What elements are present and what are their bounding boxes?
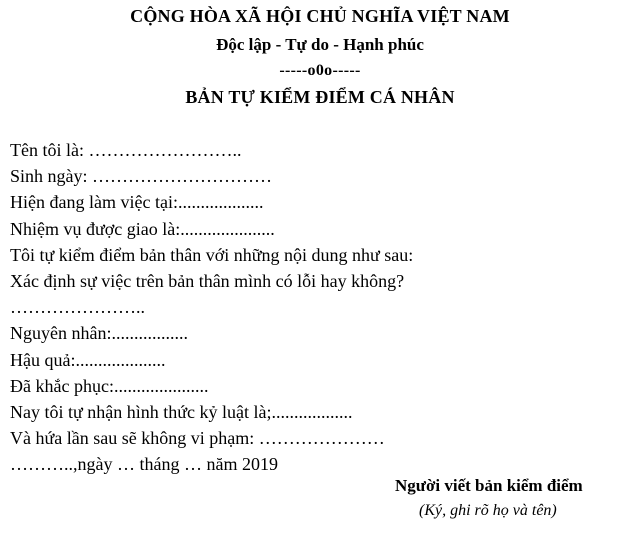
- header-separator: -----o0o-----: [279, 62, 361, 79]
- line-workplace: Hiện đang làm việc tại:...................: [10, 192, 264, 213]
- motto-heading: Độc lập - Tự do - Hạnh phúc: [216, 35, 424, 54]
- line-fault-answer: …………………..: [10, 297, 145, 318]
- line-consequence: Hậu quả:....................: [10, 349, 166, 370]
- line-discipline: Nay tôi tự nhận hình thức kỷ luật là;..................: [10, 401, 353, 422]
- document-title: BẢN TỰ KIỂM ĐIỂM CÁ NHÂN: [185, 87, 455, 107]
- signer-label: Người viết bản kiểm điểm: [395, 476, 583, 495]
- line-promise: Và hứa lần sau sẽ không vi phạm: …………………: [10, 428, 385, 449]
- line-birth-date: Sinh ngày: …………………………: [10, 166, 273, 187]
- line-assigned-duty: Nhiệm vụ được giao là:.....................: [10, 218, 275, 239]
- form-body: [10, 137, 630, 477]
- line-fault-question: Xác định sự việc trên bản thân mình có lỗi hay không?: [10, 270, 405, 291]
- line-name: Tên tôi là: ……………………..: [10, 140, 242, 160]
- line-cause: Nguyên nhân:.................: [10, 323, 188, 344]
- country-heading: CỘNG HÒA XÃ HỘI CHỦ NGHĨA VIỆT NAM: [130, 6, 510, 26]
- signature-note: (Ký, ghi rõ họ và tên): [419, 502, 557, 519]
- line-date: ………..,ngày … tháng … năm 2019: [10, 454, 278, 475]
- line-remedy: Đã khắc phục:.....................: [10, 375, 209, 396]
- line-self-review-intro: Tôi tự kiểm điểm bản thân với những nội dung như sau:: [10, 244, 414, 265]
